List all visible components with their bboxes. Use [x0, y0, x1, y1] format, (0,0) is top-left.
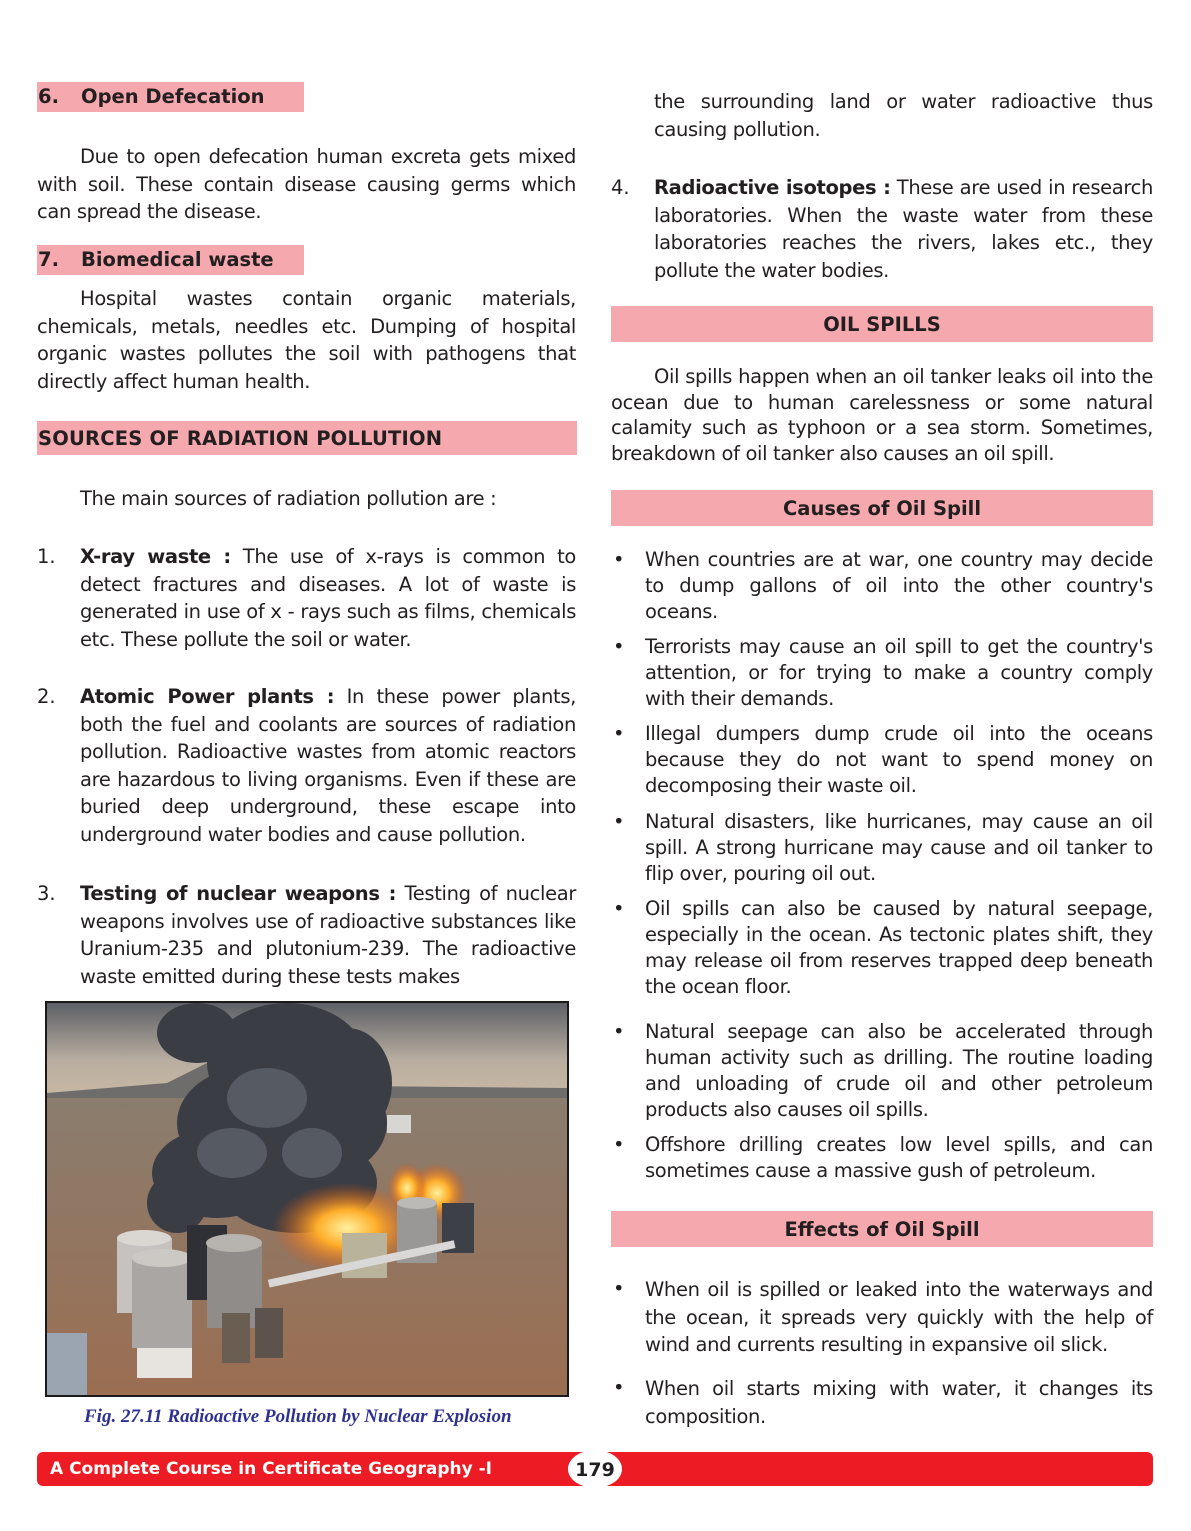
- cause-bullet-1: [611, 547, 1153, 625]
- bullet-icon: •: [613, 548, 625, 571]
- bullet-icon: •: [613, 897, 625, 920]
- heading-biomedical-waste: [37, 245, 304, 275]
- bullet-text: When countries are at war, one country may decide to dump gallons of oil into the other country's oceans.: [645, 548, 1153, 623]
- bullet-text: Terrorists may cause an oil spill to get the country's attention, or for trying to make a country comply with their demands.: [645, 635, 1153, 710]
- item-number: 3.: [37, 882, 56, 905]
- heading-label: Open Defecation: [81, 85, 265, 108]
- item-number: 4.: [611, 176, 630, 199]
- footer-book-title: A Complete Course in Certificate Geography -I: [50, 1459, 493, 1479]
- item-title: X-ray waste :: [80, 545, 231, 568]
- cause-bullet-4: [611, 809, 1153, 887]
- radiation-source-item-3: [37, 880, 576, 990]
- heading-number: 7.: [38, 248, 59, 271]
- open-defecation-text: Due to open defecation human excreta gets mixed with soil. These contain disease causing germs which can spread the disease.: [37, 145, 576, 223]
- heading-label: Biomedical waste: [81, 248, 274, 271]
- item-number: 2.: [37, 685, 56, 708]
- oil-spills-intro: Oil spills happen when an oil tanker leaks oil into the ocean due to human carelessness or some natural calamity such as typhoon or a sea storm. Sometimes, breakdown of oil tanker also causes an oil spill.: [611, 365, 1153, 465]
- bullet-text: Offshore drilling creates low level spills, and can sometimes cause a massive gush of petroleum.: [645, 1133, 1153, 1182]
- figure-caption: Fig. 27.11 Radioactive Pollution by Nuclear Explosion: [84, 1406, 512, 1427]
- bullet-icon: •: [613, 1376, 625, 1399]
- continued-text: the surrounding land or water radioactive thus causing pollution.: [654, 90, 1153, 141]
- item-title: Testing of nuclear weapons :: [80, 882, 397, 905]
- item-title: Radioactive isotopes :: [654, 176, 891, 199]
- bullet-text: When oil is spilled or leaked into the waterways and the ocean, it spreads very quickly with the help of wind and currents resulting in expansive oil slick.: [645, 1278, 1153, 1356]
- burning-tanks-illustration: [47, 1003, 567, 1395]
- bullet-icon: •: [613, 722, 625, 745]
- cause-bullet-5: [611, 896, 1153, 1000]
- bullet-text: Oil spills can also be caused by natural seepage, especially in the ocean. As tectonic plates shift, they may release oil from reserves trapped deep beneath the ocean floor.: [645, 897, 1153, 998]
- cause-bullet-3: [611, 721, 1153, 799]
- radiation-source-item-4: [611, 174, 1153, 284]
- bullet-icon: •: [613, 1277, 625, 1300]
- radiation-intro-text: The main sources of radiation pollution are :: [80, 487, 497, 510]
- bullet-text: Natural seepage can also be accelerated through human activity such as drilling. The routine loading and unloading of crude oil and other petroleum products also causes oil spills.: [645, 1020, 1153, 1121]
- effect-bullet-1: [611, 1276, 1153, 1359]
- item-title: Atomic Power plants :: [80, 685, 335, 708]
- bullet-text: Natural disasters, like hurricanes, may cause an oil spill. A strong hurricane may cause and oil tanker to flip over, pouring oil out.: [645, 810, 1153, 885]
- radiation-source-item-2: [37, 683, 576, 848]
- item-text: The use of x-rays is common to detect fractures and diseases. A lot of waste is generated in use of x - rays such as films, chemicals etc. These pollute the soil or water.: [80, 545, 576, 651]
- heading-open-defecation: [37, 82, 304, 112]
- item-number: 1.: [37, 545, 56, 568]
- bullet-icon: •: [613, 1133, 625, 1156]
- heading-number: 6.: [38, 85, 59, 108]
- item-text: In these power plants, both the fuel and coolants are sources of radiation pollution. Radioactive wastes from atomic reactors are hazardous to living organisms. Even if these are buried deep underground, these escape into underground water bodies and cause pollution.: [80, 685, 576, 846]
- heading-causes-of-oil-spill: Causes of Oil Spill: [611, 490, 1153, 526]
- effect-bullet-2: [611, 1375, 1153, 1430]
- item-text: These are used in research laboratories. When the waste water from these laboratories reaches the rivers, lakes etc., they pollute the water bodies.: [654, 176, 1153, 282]
- cause-bullet-2: [611, 634, 1153, 712]
- figure-photo-burning-tanks: [45, 1001, 569, 1397]
- cause-bullet-6: [611, 1019, 1153, 1123]
- heading-sources-of-radiation-pollution: SOURCES OF RADIATION POLLUTION: [37, 421, 577, 455]
- bullet-icon: •: [613, 635, 625, 658]
- heading-effects-of-oil-spill: Effects of Oil Spill: [611, 1211, 1153, 1247]
- bullet-text: Illegal dumpers dump crude oil into the oceans because they do not want to spend money on decomposing their waste oil.: [645, 722, 1153, 797]
- item-text: Testing of nuclear weapons involves use of radioactive substances like Uranium-235 and plutonium-239. The radioactive waste emitted during these tests makes: [80, 882, 576, 988]
- heading-oil-spills: OIL SPILLS: [611, 306, 1153, 342]
- cause-bullet-7: [611, 1132, 1153, 1184]
- radiation-source-item-1: [37, 543, 576, 653]
- bullet-icon: •: [613, 1020, 625, 1043]
- bullet-icon: •: [613, 810, 625, 833]
- page-number: 179: [568, 1450, 622, 1488]
- biomedical-waste-text: Hospital wastes contain organic materials, chemicals, metals, needles etc. Dumping of hospital organic wastes pollutes the soil with pathogens that directly affect human health.: [37, 287, 576, 393]
- bullet-text: When oil starts mixing with water, it changes its composition.: [645, 1377, 1153, 1428]
